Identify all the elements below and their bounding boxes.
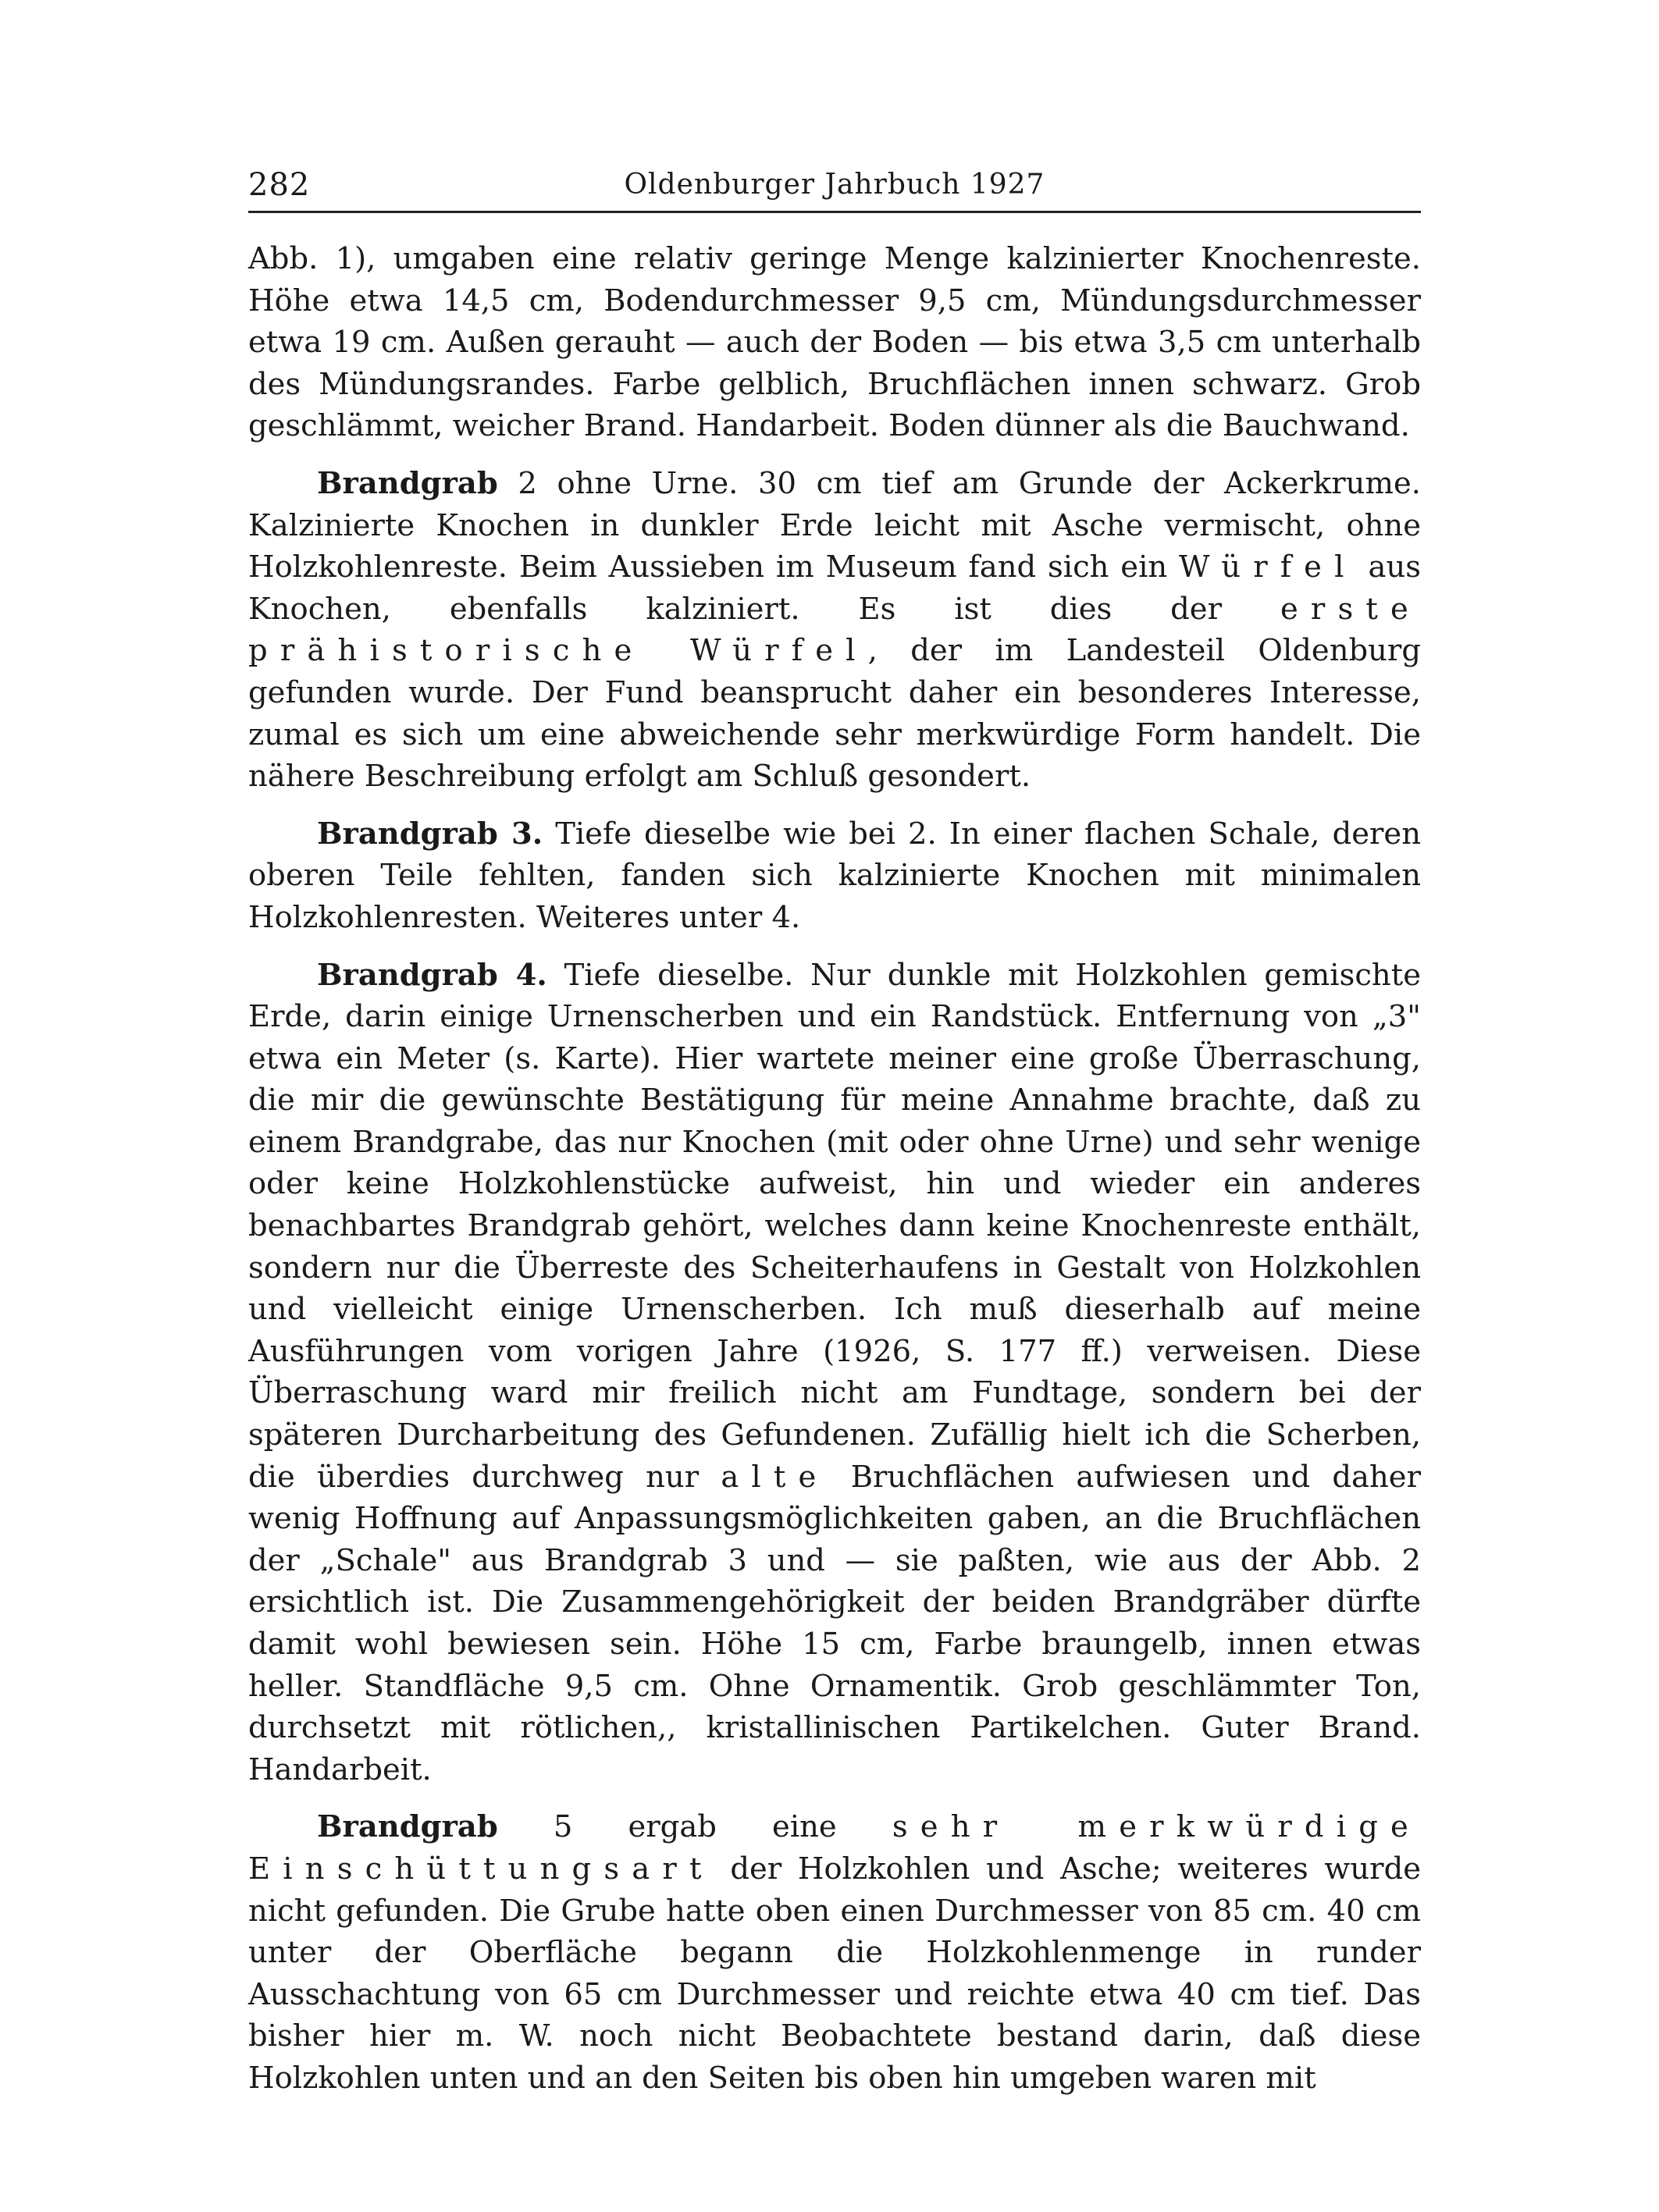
paragraph-brandgrab-2 — [248, 463, 1421, 798]
spaced-emphasis: sehr merkwürdige Einschüttungsart — [248, 1809, 1421, 1887]
section-lead: Brandgrab 3. — [317, 816, 543, 852]
paragraph-text: der Holzkohlen und Asche; weiteres wurde nicht gefunden. Die Grube hatte oben einen Durchmesser von 85 cm. 40 cm unter der Oberfläche begann die Holzkohlenmenge in runder Ausschachtung von 65 cm Durchmesser und reichte etwa 40 cm tief. Das bisher hier m. W. noch nicht Beobachtete bestand darin, daß diese Holzkohlen unten und an den Seiten bis oben hin umgeben waren mit — [248, 1851, 1421, 2096]
page-number: 282 — [248, 167, 311, 203]
section-lead: Brandgrab 4. — [317, 957, 547, 993]
running-title: Oldenburger Jahrbuch 1927 — [624, 169, 1045, 201]
paragraph-text: , der im Landesteil Oldenburg gefunden wurde. Der Fund beansprucht daher ein besonderes Interesse, zumal es sich um eine abweichende sehr merkwürdige Form handelt. Die nähere Beschreibung erfolgt am Schluß gesondert. — [248, 633, 1421, 795]
paragraph-text: aus Knochen, ebenfalls kalziniert. Es ist dies der — [248, 549, 1421, 627]
section-lead: Brandgrab — [317, 465, 498, 501]
spaced-emphasis: erste prähistorische Würfel — [248, 591, 1421, 669]
paragraph-text: Bruchflächen aufwiesen und daher wenig Hoffnung auf Anpassungsmöglichkeiten gaben, an die Bruchflächen der „Schale" aus Brandgrab 3 und — sie paßten, wie aus der Abb. 2 ersichtlich ist. Die Zusammengehörigkeit der beiden Brandgräber dürfte damit wohl bewiesen sein. Höhe 15 cm, Farbe braungelb, innen etwas heller. Standfläche 9,5 cm. Ohne Ornamentik. Grob geschlämmter Ton, durchsetzt mit rötlichen,, kristallinischen Partikelchen. Guter Brand. Handarbeit. — [248, 1459, 1421, 1787]
paragraph-text: Abb. 1), umgaben eine relativ geringe Menge kalzinierter Knochenreste. Höhe etwa 14,5 cm, Bodendurchmesser 9,5 cm, Mündungsdurchmesser etwa 19 cm. Außen gerauht — auch der Boden — bis etwa 3,5 cm unterhalb des Mündungsrandes. Farbe gelblich, Bruchflächen innen schwarz. Grob geschlämmt, weicher Brand. Handarbeit. Boden dünner als die Bauchwand. — [248, 241, 1421, 444]
spaced-emphasis: alte — [721, 1459, 829, 1495]
spaced-emphasis: Würfel — [1179, 549, 1357, 585]
paragraph-brandgrab-4 — [248, 955, 1421, 1791]
page-header — [248, 164, 1421, 213]
paragraph-text: Tiefe dieselbe. Nur dunkle mit Holzkohlen gemischte Erde, darin einige Urnenscherben und ein Randstück. Entfernung von „3" etwa ein Meter (s. Karte). Hier wartete meiner eine große Überraschung, die mir die gewünschte Bestätigung für meine Annahme brachte, daß zu einem Brandgrabe, das nur Knochen (mit oder ohne Urne) und sehr wenige oder keine Holzkohlenstücke aufweist, hin und wieder ein anderes benachbartes Brandgrab gehört, welches dann keine Knochenreste enthält, sondern nur die Überreste des Scheiterhaufens in Gestalt von Holzkohlen und vielleicht einige Urnenscherben. Ich muß dieserhalb auf meine Ausführungen vom vorigen Jahre (1926, S. 177 ff.) verweisen. Diese Überraschung ward mir freilich nicht am Fundtage, sondern bei der späteren Durcharbeitung des Gefundenen. Zufällig hielt ich die Scherben, die überdies durchweg nur — [248, 957, 1421, 1495]
paragraph-continuation — [248, 238, 1421, 447]
paragraph-brandgrab-5 — [248, 1806, 1421, 2099]
paragraph-brandgrab-3 — [248, 813, 1421, 939]
section-lead: Brandgrab — [317, 1809, 498, 1845]
body-text — [248, 238, 1421, 2100]
paragraph-text: 2 ohne Urne. 30 cm tief am Grunde der Ackerkrume. Kalzinierte Knochen in dunkler Erde leicht mit Asche vermischt, ohne Holzkohlenreste. Beim Aussieben im Museum fand sich ein — [248, 465, 1421, 585]
paragraph-text: 5 ergab eine — [497, 1809, 892, 1845]
paragraph-text: Tiefe dieselbe wie bei 2. In einer flachen Schale, deren oberen Teile fehlten, fanden sich kalzinierte Knochen mit minimalen Holzkohlenresten. Weiteres unter 4. — [248, 816, 1421, 935]
